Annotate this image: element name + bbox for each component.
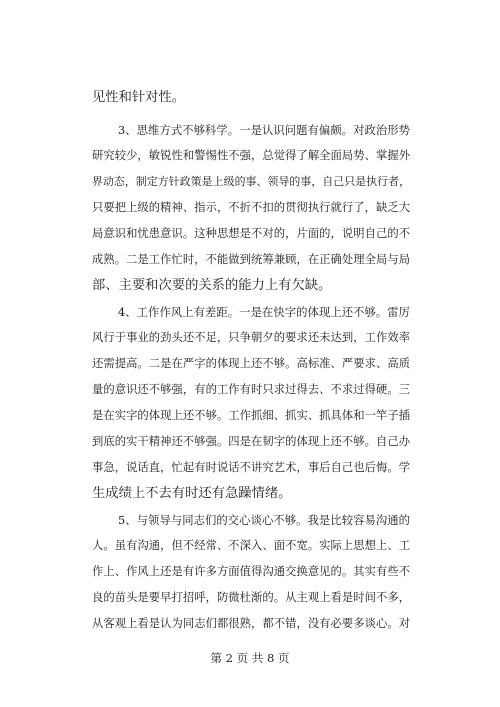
page-number-footer: 第 2 页 共 8 页 [210, 651, 290, 665]
text-line-2: 3、思维方式不够科学。一是认识问题有偏颇。对政治形势 [118, 123, 410, 137]
text-line-11: 还需提高。二是在严字的体现上还不够。高标准、严要求、高质 [92, 357, 410, 370]
text-line-13: 是在实字的体现上还不够。工作抓细、抓实、抓具体和一竿子插 [92, 409, 410, 422]
text-line-10: 风行于事业的劲头还不足，只争朝夕的要求还未达到，工作效率 [92, 331, 410, 344]
text-line-8: 部、主要和次要的关系的能力上有欠缺。 [92, 278, 332, 293]
text-line-12: 量的意识还不够强，有的工作有时只求过得去、不求过得硬。三 [92, 383, 410, 396]
text-line-18: 人。虽有沟通，但不经常、不深入、面不宽。实际上思想上、工 [92, 539, 410, 552]
text-line-20: 良的苗头是要早打招呼，防微杜渐的。从主观上看是时间不多， [92, 591, 410, 604]
text-line-4: 界动态，制定方针政策是上级的事、领导的事，自己只是执行者， [92, 175, 410, 188]
text-line-17: 5、与领导与同志们的交心谈心不够。我是比较容易沟通的 [118, 513, 410, 527]
text-line-6: 局意识和忧患意识。这种思想是不对的，片面的，说明自己的不 [92, 227, 410, 240]
text-line-9: 4、工作作风上有差距。一是在快字的体现上还不够。雷厉 [118, 305, 410, 319]
text-line-1: 见性和针对性。 [92, 90, 186, 105]
text-line-7: 成熟。二是工作忙时，不能做到统筹兼顾，在正确处理全局与局 [92, 253, 410, 266]
text-line-14: 到底的实干精神还不够强。四是在韧字的体现上还不够。自己办 [92, 435, 410, 448]
text-line-3: 研究较少，敏锐性和警惕性不强，总觉得了解全面局势、掌握外 [92, 149, 410, 162]
text-line-5: 只要把上级的精神、指示，不折不扣的贯彻执行就行了，缺乏大 [92, 201, 410, 214]
text-line-19: 作上、作风上还是有许多方面值得沟通交换意见的。其实有些不 [92, 565, 410, 578]
text-line-15: 事急，说话直，忙起有时说话不讲究艺术，事后自己也后悔。学 [92, 461, 410, 474]
text-line-21: 从客观上看是认为同志们都很熟，都不错，没有必要多谈心。对 [92, 617, 410, 630]
text-line-16: 生成绩上不去有时还有急躁情绪。 [92, 486, 292, 501]
